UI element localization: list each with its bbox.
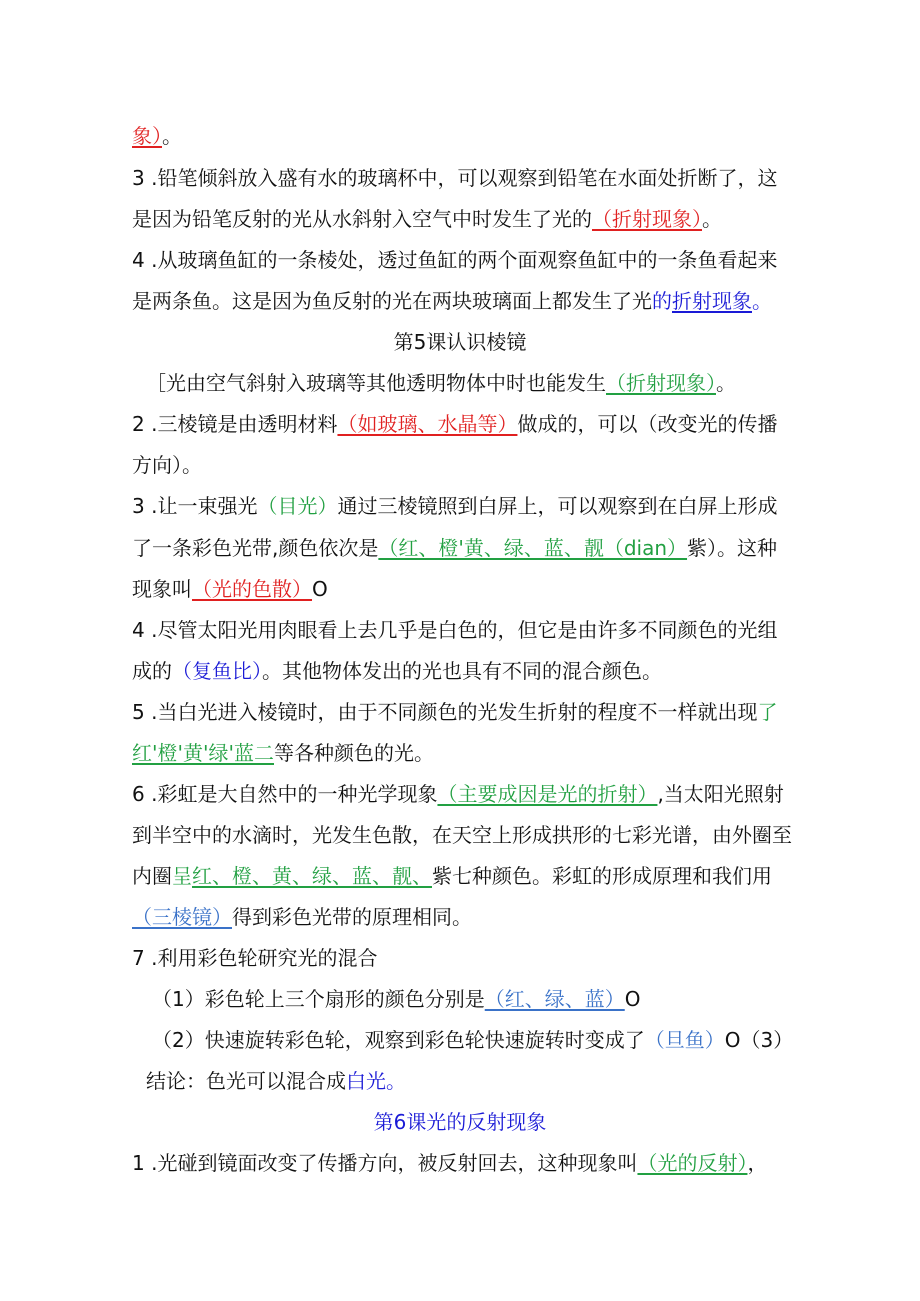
text-line-21: [132, 944, 377, 972]
text-seg: 。: [162, 124, 182, 148]
text-seg: 紫七种颜色。彩虹的形成原理和我们用: [432, 864, 772, 888]
text-seg: O: [624, 987, 641, 1011]
answer-highlight: （折射现象）: [592, 207, 702, 231]
text-line-20: [132, 903, 472, 931]
text-seg: 1 .光碰到镜面改变了传播方向，被反射回去，这种现象叫: [132, 1151, 638, 1175]
text-seg: 做成的，可以（改变光的传播: [517, 412, 778, 436]
answer-highlight: 红'橙'黄'绿'蓝二: [132, 741, 274, 765]
text-seg: 。: [716, 371, 736, 395]
text-seg: ［光由空气斜射入玻璃等其他透明物体中时也能发生: [146, 371, 606, 395]
text-seg: 4 .从玻璃鱼缸的一条棱处，透过鱼缸的两个面观察鱼缸中的一条鱼看起来: [132, 248, 778, 272]
text-seg: 3 .让一束强光: [132, 494, 258, 518]
answer-highlight: （复鱼比）: [172, 659, 262, 683]
text-seg: 通过三棱镜照到白屏上，可以观察到在白屏上形成: [337, 494, 778, 518]
text-seg: 。: [752, 289, 772, 313]
text-line-11: [132, 534, 777, 562]
section-title-lesson-5: [0, 328, 920, 356]
answer-highlight: （折射现象）: [606, 371, 716, 395]
text-line-24: [146, 1067, 406, 1095]
text-line-12: [132, 575, 328, 603]
answer-highlight: （红、橙'黄、绿、蓝、靓（dian）: [378, 536, 688, 560]
text-seg: 是两条鱼。这是因为鱼反射的光在两块玻璃面上都发生了光: [132, 289, 652, 313]
answer-highlight: 折射现象: [672, 289, 752, 313]
text-seg: 成的: [132, 659, 172, 683]
answer-highlight: （三棱镜）: [132, 905, 232, 929]
text-seg: 紫）。这种: [687, 536, 778, 560]
text-seg: 。: [702, 207, 722, 231]
text-seg: 内圈: [132, 864, 172, 888]
text-seg: 了: [757, 700, 778, 724]
text-seg: O（3）: [724, 1028, 794, 1052]
text-line-23: [152, 1026, 793, 1054]
text-seg: 到半空中的水滴时，光发生色散，在天空上形成拱形的七彩光谱，由外圈至: [132, 823, 792, 847]
text-line-15: [132, 698, 777, 726]
text-seg: 的: [652, 289, 672, 313]
text-seg: ，: [747, 1151, 768, 1175]
text-seg: 现象叫: [132, 577, 192, 601]
text-seg: 。: [386, 1069, 406, 1093]
text-seg: O: [312, 577, 328, 601]
text-line-4: [132, 246, 777, 274]
text-line-18: [132, 821, 792, 849]
text-line-13: [132, 616, 777, 644]
text-line-7: [146, 369, 736, 397]
text-line-1: [132, 122, 182, 150]
text-line-14: [132, 657, 662, 685]
answer-highlight: 红、橙、黄、绿、蓝、靓、: [192, 864, 432, 888]
text-seg: 象）: [132, 124, 162, 148]
text-seg: （2）快速旋转彩色轮，观察到彩色轮快速旋转时变成了: [152, 1028, 645, 1052]
answer-highlight: （目光）: [257, 494, 338, 518]
text-seg: 5 .当白光进入棱镜时，由于不同颜色的光发生折射的程度不一样就出现: [132, 700, 758, 724]
text-line-17: [132, 780, 784, 808]
text-line-5: [132, 287, 772, 315]
text-seg: 是因为铅笔反射的光从水斜射入空气中时发生了光的: [132, 207, 592, 231]
text-seg: 方向）。: [132, 453, 202, 477]
text-line-19: [132, 862, 772, 890]
text-seg: 4 .尽管太阳光用肉眼看上去几乎是白色的，但它是由许多不同颜色的光组: [132, 618, 778, 642]
text-seg: ,当太阳光照射: [657, 782, 784, 806]
text-seg: 2 .三棱镜是由透明材料: [132, 412, 338, 436]
answer-highlight: 白光: [346, 1069, 386, 1093]
text-seg: 3 .铅笔倾斜放入盛有水的玻璃杯中，可以观察到铅笔在水面处折断了，这: [132, 166, 778, 190]
text-line-9: [132, 451, 202, 479]
text-seg: 呈: [172, 864, 192, 888]
answer-highlight: （旦鱼）: [644, 1028, 725, 1052]
text-line-8: [132, 410, 777, 438]
text-line-3: [132, 205, 722, 233]
text-seg: 6 .彩虹是大自然中的一种光学现象: [132, 782, 438, 806]
answer-highlight: （主要成因是光的折射）: [437, 782, 658, 806]
text-line-10: [132, 492, 777, 520]
answer-highlight: （如玻璃、水晶等）: [337, 412, 518, 436]
answer-highlight: （光的反射）: [637, 1151, 748, 1175]
heading-text: 第5课认识棱镜: [393, 330, 527, 354]
text-seg: 7 .利用彩色轮研究光的混合: [132, 946, 378, 970]
text-line-22: [152, 985, 640, 1013]
section-title-lesson-6: [0, 1108, 920, 1136]
text-seg: 。其他物体发出的光也具有不同的混合颜色。: [262, 659, 662, 683]
answer-highlight: （红、绿、蓝）: [484, 987, 625, 1011]
heading-text: 第6课光的反射现象: [373, 1110, 547, 1134]
answer-highlight: （光的色散）: [192, 577, 312, 601]
text-seg: 得到彩色光带的原理相同。: [232, 905, 472, 929]
text-seg: 结论：色光可以混合成: [146, 1069, 346, 1093]
text-seg: 了一条彩色光带,颜色依次是: [132, 536, 379, 560]
text-line-26: [132, 1149, 767, 1177]
text-seg: （1）彩色轮上三个扇形的颜色分别是: [152, 987, 485, 1011]
text-line-2: [132, 164, 777, 192]
text-line-16: [132, 739, 434, 767]
text-seg: 等各种颜色的光。: [274, 741, 434, 765]
